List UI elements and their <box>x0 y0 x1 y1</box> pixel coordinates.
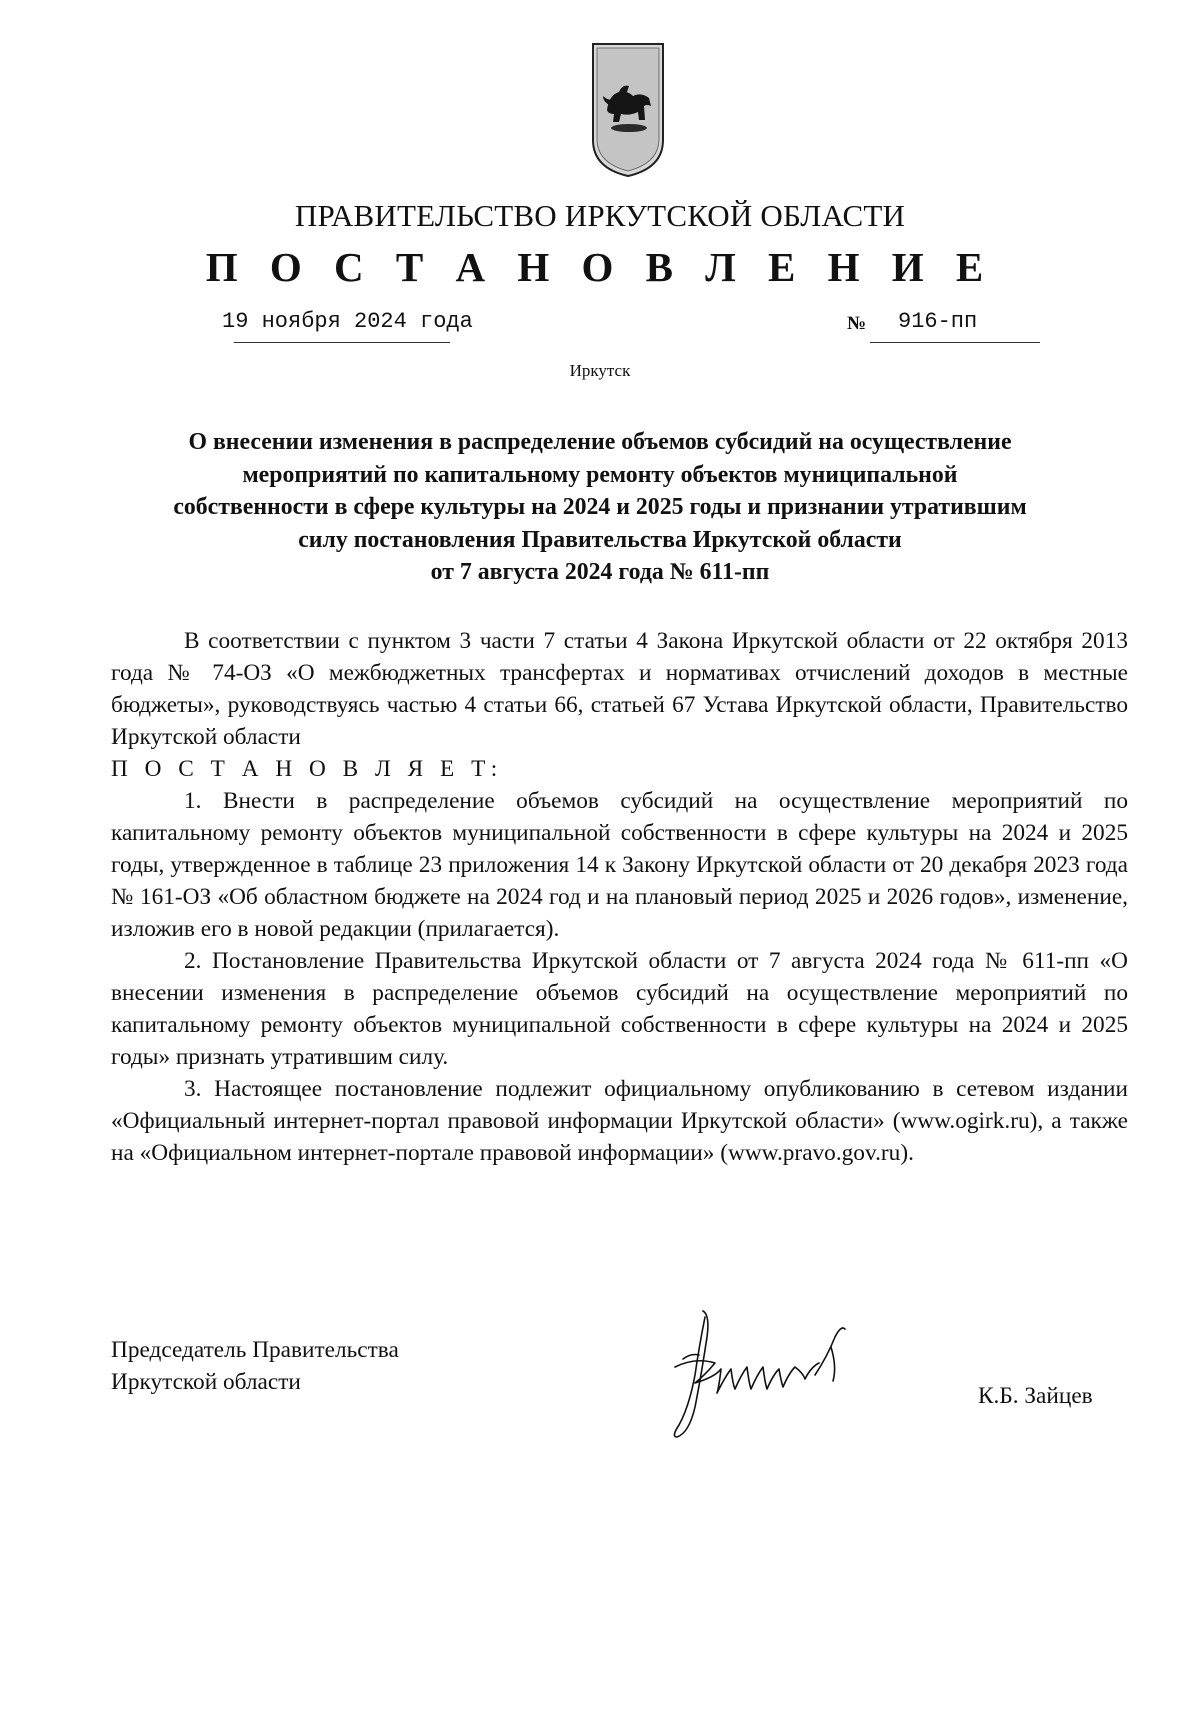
coat-of-arms-icon <box>589 40 667 180</box>
title-line: от 7 августа 2024 года № 611-пп <box>430 559 770 585</box>
number-underline <box>870 342 1040 343</box>
decree-word: П О С Т А Н О В Л Я Е Т: <box>111 756 503 782</box>
position-line: Председатель Правительства <box>111 1337 399 1363</box>
government-name: ПРАВИТЕЛЬСТВО ИРКУТСКОЙ ОБЛАСТИ <box>294 198 906 233</box>
document-number: 916-пп <box>898 309 978 334</box>
city-name: Иркутск <box>569 361 631 380</box>
date-underline <box>234 342 450 343</box>
signatory-name: К.Б. Зайцев <box>978 1383 1093 1409</box>
handwritten-signature-icon <box>655 1297 905 1442</box>
title-line: силу постановления Правительства Иркутской области <box>298 526 902 553</box>
title-line: мероприятий по капитальному ремонту объектов муниципальной <box>242 461 958 488</box>
document-body <box>111 625 1128 1169</box>
signatory-position <box>111 1334 399 1398</box>
document-date: 19 ноября 2024 года <box>222 309 473 334</box>
title-line: собственности в сфере культуры на 2024 и 2025 годы и признании утратившим <box>173 494 1027 520</box>
item-1-paragraph: 1. Внести в распределение объемов субсидий на осуществление мероприятий по капитальному ремонту объектов муниципальной собственности в сфере культуры на 2024 и 2025 годы, утвержденное в таблице 23 приложения 14 к Закону Иркутской области от 20 декабря 2023 года № 161-ОЗ «Об областном бюджете на 2024 год и на плановый период 2025 и 2026 годов», изменение, изложив его в новой редакции (прилагается). <box>111 788 1128 942</box>
item-3-paragraph: 3. Настоящее постановление подлежит официальному опубликованию в сетевом издании «Официальный интернет-портал правовой информации Иркутской области» (www.ogirk.ru), а также на «Официальном интернет-портале правовой информации» (www.pravo.gov.ru). <box>111 1076 1128 1166</box>
document-type-heading: П О С Т А Н О В Л Е Н И Е <box>205 244 995 290</box>
document-title <box>100 426 1100 589</box>
title-line: О внесении изменения в распределение объемов субсидий на осуществление <box>188 429 1012 455</box>
number-sign: № <box>847 313 867 334</box>
preamble-paragraph: В соответствии с пунктом 3 части 7 статьи 4 Закона Иркутской области от 22 октября 2013 года № 74-ОЗ «О межбюджетных трансфертах и нормативах отчислений доходов в местные бюджеты», руководствуясь частью 4 статьи 66, статьей 67 Устава Иркутской области, Правительство Иркутской области <box>111 628 1128 750</box>
position-line: Иркутской области <box>111 1369 301 1395</box>
item-2-paragraph: 2. Постановление Правительства Иркутской области от 7 августа 2024 года № 611-пп «О внесении изменения в распределение объемов субсидий на осуществление мероприятий по капитальному ремонту объектов муниципальной собственности в сфере культуры на 2024 и 2025 годы» признать утратившим силу. <box>111 948 1128 1070</box>
